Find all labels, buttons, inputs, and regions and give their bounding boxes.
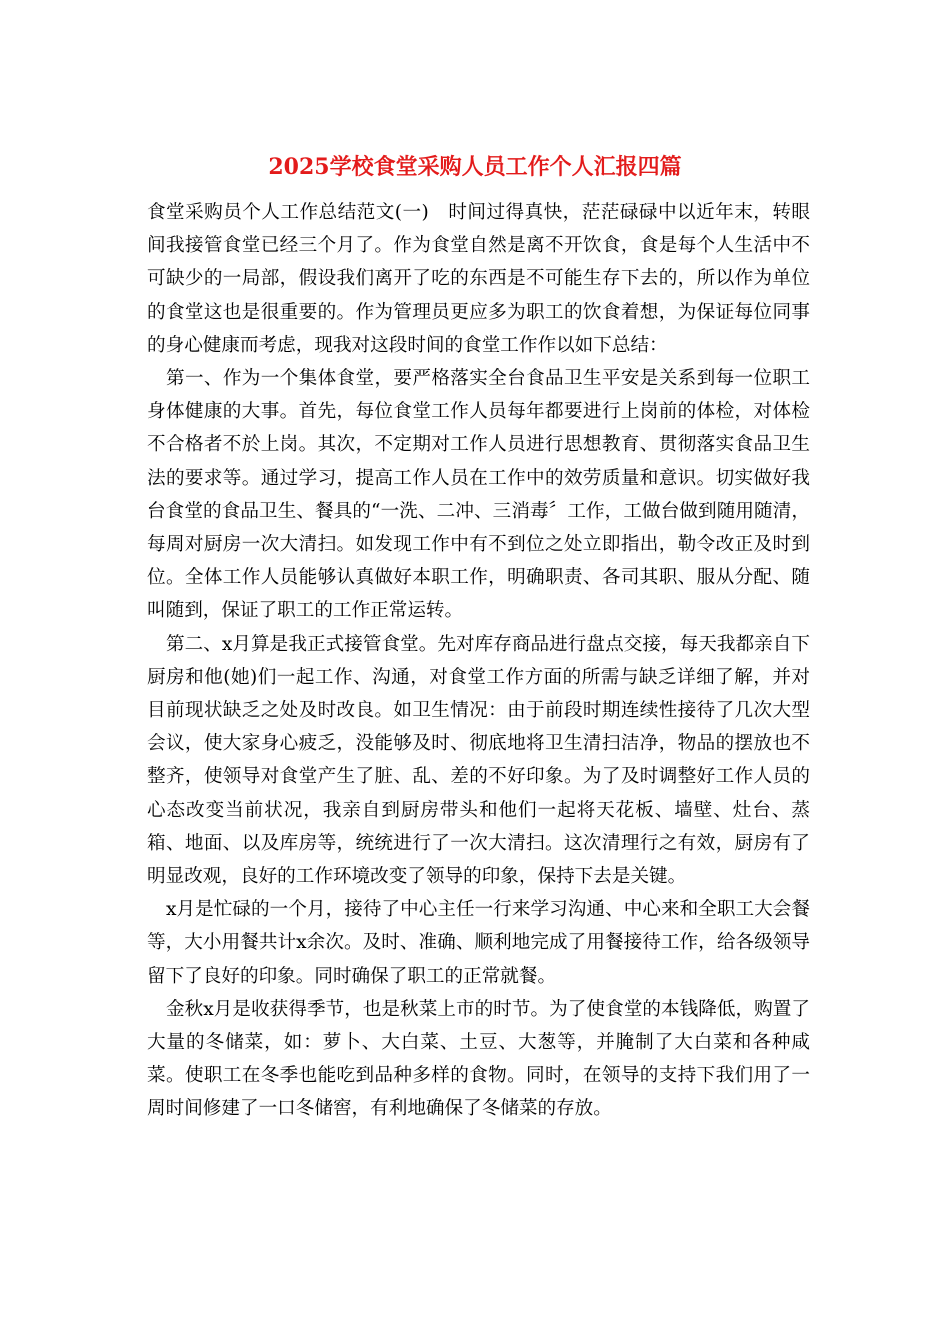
- paragraph-busy-month: x月是忙碌的一个月，接待了中心主任一行来学习沟通、中心来和全职工大会餐等，大小用餐共计x余次。及时、准确、顺利地完成了用餐接待工作，给各级领导留下了良好的印象。同时确保了职工的正常就餐。: [147, 899, 810, 987]
- document-title: 2025学校食堂采购人员工作个人汇报四篇: [268, 154, 682, 180]
- paragraph-intro: 食堂采购员个人工作总结范文(一) 时间过得真快，茫茫碌碌中以近年末，转眼间我接管食堂已经三个月了。作为食堂自然是离不开饮食，食是每个人生活中不可缺少的一局部，假设我们离开了吃的东西是不可能生存下去的，所以作为单位的食堂这也是很重要的。作为管理员更应多为职工的饮食着想，为保证每位同事的身心健康而考虑，现我对这段时间的食堂工作作以如下总结：: [147, 202, 810, 356]
- paragraph-autumn-month: 金秋x月是收获得季节，也是秋菜上市的时节。为了使食堂的本钱降低，购置了大量的冬储菜，如：萝卜、大白菜、土豆、大葱等，并腌制了大白菜和各种咸菜。使职工在冬季也能吃到品种多样的食物。同时，在领导的支持下我们用了一周时间修建了一口冬储窖，有利地确保了冬储菜的存放。: [147, 998, 810, 1120]
- document-body: [147, 196, 810, 1126]
- paragraph-first-point: 第一、作为一个集体食堂，要严格落实全台食品卫生平安是关系到每一位职工身体健康的大事。首先，每位食堂工作人员每年都要进行上岗前的体检，对体检不合格者不於上岗。其次，不定期对工作人员进行思想教育、贯彻落实食品卫生法的要求等。通过学习，提高工作人员在工作中的效劳质量和意识。切实做好我台食堂的食品卫生、餐具的“一洗、二冲、三消毒〞工作，工做台做到随用随清，每周对厨房一次大清扫。如发现工作中有不到位之处立即指出，勒令改正及时到位。全体工作人员能够认真做好本职工作，明确职责、各司其职、服从分配、随叫随到，保证了职工的工作正常运转。: [147, 368, 810, 622]
- paragraph-second-point: 第二、x月算是我正式接管食堂。先对库存商品进行盘点交接，每天我都亲自下厨房和他(她)们一起工作、沟通，对食堂工作方面的所需与缺乏详细了解，并对目前现状缺乏之处及时改良。如卫生情况：由于前段时期连续性接待了几次大型会议，使大家身心疲乏，没能够及时、彻底地将卫生清扫洁净，物品的摆放也不整齐，使领导对食堂产生了脏、乱、差的不好印象。为了及时调整好工作人员的心态改变当前状况，我亲自到厨房带头和他们一起将天花板、墙壁、灶台、蒸箱、地面、以及库房等，统统进行了一次大清扫。这次清理行之有效，厨房有了明显改观，良好的工作环境改变了领导的印象，保持下去是关键。: [147, 633, 810, 888]
